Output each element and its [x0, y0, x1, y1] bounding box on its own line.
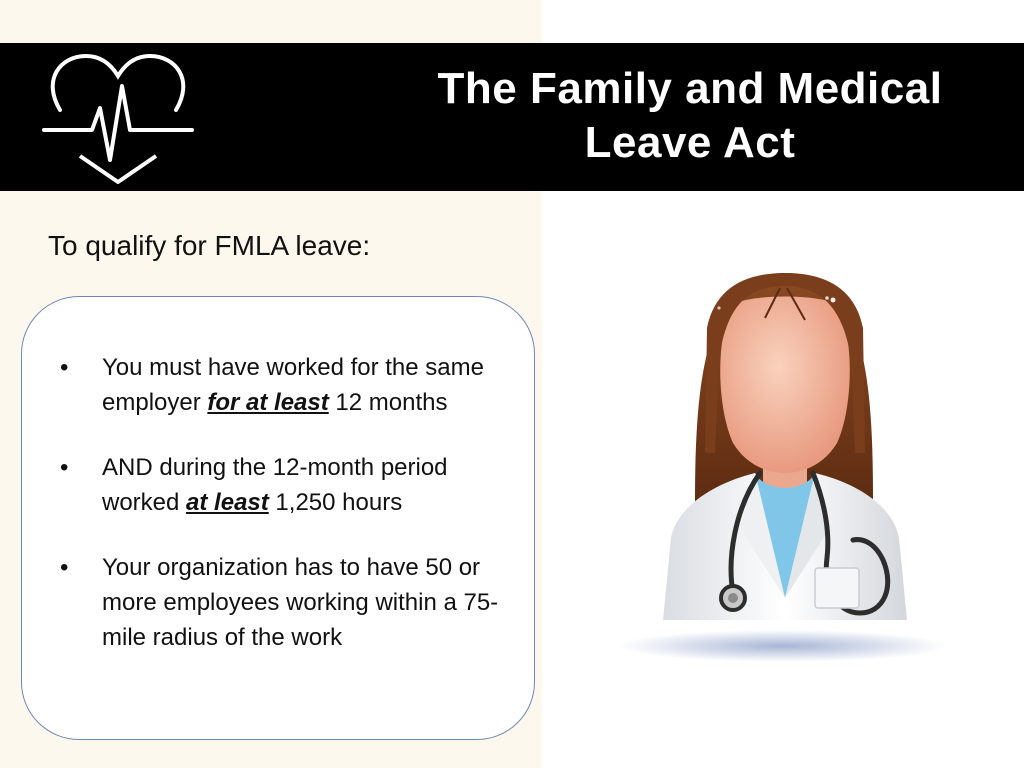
bullet-text: Your organization has to have 50 or more employees working within a 75-mile radius of the work — [102, 554, 499, 651]
title-line-1: The Family and Medical — [437, 64, 943, 113]
list-item — [60, 550, 530, 655]
heart-pulse-icon — [40, 50, 196, 188]
hair-highlight — [831, 298, 836, 303]
bullet-icon: • — [60, 454, 69, 481]
hair-highlight — [717, 306, 720, 309]
bullet-text: You must have worked for the same employer — [102, 354, 484, 416]
bullet-emphasis: at least — [186, 489, 269, 516]
bullet-text: 1,250 hours — [268, 489, 403, 516]
requirements-list — [60, 350, 530, 685]
title-line-2: Leave Act — [584, 118, 796, 167]
bullet-emphasis: for at least — [207, 389, 329, 416]
floor-shadow — [618, 630, 948, 662]
doctor-illustration — [615, 268, 955, 668]
bullet-icon: • — [60, 554, 69, 581]
bullet-text: AND during the 12-month period worked — [102, 454, 448, 516]
stethoscope-chestpiece-center — [728, 593, 738, 603]
face — [720, 297, 850, 474]
intro-text: To qualify for FMLA leave: — [48, 230, 371, 261]
coat-pocket — [815, 568, 859, 608]
bullet-icon: • — [60, 354, 69, 381]
hair-highlight — [825, 296, 829, 300]
list-item — [60, 350, 530, 420]
list-item — [60, 450, 530, 520]
bullet-text: 12 months — [328, 389, 448, 416]
slide-title — [400, 62, 980, 170]
